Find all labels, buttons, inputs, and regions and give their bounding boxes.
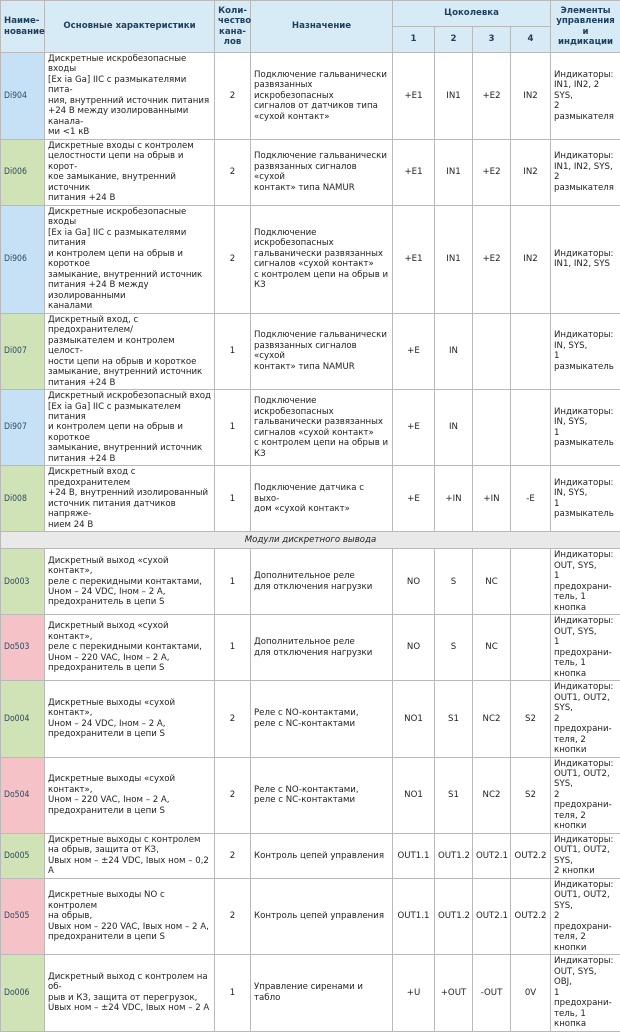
pin-3: NC2 <box>473 681 511 757</box>
module-controls: Индикаторы: OUT1, OUT2, SYS, 2 предохрани- теля, 2 кнопки <box>551 681 620 757</box>
module-channels: 2 <box>215 53 251 140</box>
module-purpose: Дополнительное реле для отключения нагрузки <box>251 615 393 681</box>
module-channels: 2 <box>215 878 251 954</box>
module-features: Дискретный вход, с предохранителем/ размыкателем и контролем целост- ности цепи на обрыв и короткое замыкание, внутренний источник питания +24 В <box>45 313 215 389</box>
pin-2: IN <box>435 390 473 466</box>
module-channels: 1 <box>215 615 251 681</box>
pin-3: NC <box>473 549 511 615</box>
pin-4 <box>511 615 551 681</box>
module-purpose: Подключение гальванически развязанных искробезопасных сигналов от датчиков типа «сухой контакт» <box>251 53 393 140</box>
pin-3: OUT2.1 <box>473 878 511 954</box>
table-row <box>1 549 620 615</box>
pin-2: S1 <box>435 681 473 757</box>
module-purpose: Контроль цепей управления <box>251 833 393 878</box>
module-purpose: Управление сиренами и табло <box>251 955 393 1031</box>
table-row <box>1 53 620 140</box>
pin-1: +E <box>393 466 435 532</box>
module-controls: Индикаторы: OUT1, OUT2, SYS, 2 предохрани- теля, 2 кнопки <box>551 878 620 954</box>
module-purpose: Реле с NO-контактами, реле с NC-контактами <box>251 681 393 757</box>
pin-1: +E <box>393 390 435 466</box>
table-row <box>1 757 620 833</box>
module-code: Do505 <box>1 878 45 954</box>
pin-1: NO <box>393 549 435 615</box>
module-features: Дискретные искробезопасные входы [Ex ia Ga] IIC с размыкателями питания и контролем цепи на обрыв и короткое замыкание, внутренний источник питания +24 В между изолированными каналами <box>45 205 215 313</box>
pin-4: 0V <box>511 955 551 1031</box>
pin-2: S <box>435 549 473 615</box>
header-channels: Коли- чество кана- лов <box>215 1 251 53</box>
pin-1: NO1 <box>393 681 435 757</box>
header-pin-1: 1 <box>393 27 435 53</box>
module-controls: Индикаторы: OUT1, OUT2, SYS, 2 кнопки <box>551 833 620 878</box>
pin-1: +E1 <box>393 53 435 140</box>
module-code: Di904 <box>1 53 45 140</box>
header-pin-3: 3 <box>473 27 511 53</box>
section-title: Модули дискретного вывода <box>1 532 620 549</box>
module-features: Дискретный выход «сухой контакт», реле с перекидными контактами, Uном – 220 VAC, Iном – 2 A, предохранитель в цепи S <box>45 615 215 681</box>
module-controls: Индикаторы: OUT, SYS, 1 предохрани- тель, 1 кнопка <box>551 549 620 615</box>
module-features: Дискретные выходы «сухой контакт», Uном – 24 VDC, Iном – 2 A, предохранители в цепи S <box>45 681 215 757</box>
header-features: Основные характеристики <box>45 1 215 53</box>
module-code: Di007 <box>1 313 45 389</box>
module-code: Do004 <box>1 681 45 757</box>
module-channels: 1 <box>215 313 251 389</box>
module-channels: 1 <box>215 955 251 1031</box>
pin-4: OUT2.2 <box>511 878 551 954</box>
module-code: Do005 <box>1 833 45 878</box>
pin-3: +IN <box>473 466 511 532</box>
module-features: Дискретные входы с контролем целостности цепи на обрыв и корот- кое замыкание, внутренний источник питания +24 В <box>45 139 215 205</box>
header-pin-2: 2 <box>435 27 473 53</box>
module-code: Di906 <box>1 205 45 313</box>
module-purpose: Реле с NO-контактами, реле с NC-контактами <box>251 757 393 833</box>
pin-2: IN1 <box>435 139 473 205</box>
module-purpose: Дополнительное реле для отключения нагрузки <box>251 549 393 615</box>
table-row <box>1 833 620 878</box>
pin-4 <box>511 390 551 466</box>
pin-2: IN1 <box>435 205 473 313</box>
pin-1: OUT1.1 <box>393 833 435 878</box>
module-purpose: Подключение датчика с выхо- дом «сухой контакт» <box>251 466 393 532</box>
pin-4: OUT2.2 <box>511 833 551 878</box>
module-purpose: Подключение искробезопасных гальванически развязанных сигналов «сухой контакт» с контролем цепи на обрыв и КЗ <box>251 205 393 313</box>
pin-4 <box>511 549 551 615</box>
module-features: Дискретный вход с предохранителем +24 В, внутренний изолированный источник питания датчиков напряже- нием 24 В <box>45 466 215 532</box>
pin-3: OUT2.1 <box>473 833 511 878</box>
pin-2: S <box>435 615 473 681</box>
pin-3: NC <box>473 615 511 681</box>
pin-3: +E2 <box>473 53 511 140</box>
table-row <box>1 205 620 313</box>
module-features: Дискретные выходы «сухой контакт», Uном – 220 VAC, Iном – 2 A, предохранители в цепи S <box>45 757 215 833</box>
pin-4: -E <box>511 466 551 532</box>
module-channels: 2 <box>215 681 251 757</box>
module-features: Дискретные выходы с контролем на обрыв, защита от КЗ, Uвых ном – ±24 VDC, Iвых ном – 0,2 A <box>45 833 215 878</box>
module-controls: Индикаторы: OUT, SYS, OBJ, 1 предохрани- тель, 1 кнопка <box>551 955 620 1031</box>
module-purpose: Контроль цепей управления <box>251 878 393 954</box>
table-row <box>1 878 620 954</box>
pin-1: +E1 <box>393 205 435 313</box>
pin-3 <box>473 313 511 389</box>
pin-1: +U <box>393 955 435 1031</box>
module-features: Дискретные выходы NO с контролем на обрыв, Uвых ном – 220 VAC, Iвых ном – 2 A, предохранители в цепи S <box>45 878 215 954</box>
pin-1: +E <box>393 313 435 389</box>
table-row <box>1 955 620 1031</box>
module-channels: 2 <box>215 833 251 878</box>
pin-4: IN2 <box>511 53 551 140</box>
pin-2: IN1 <box>435 53 473 140</box>
module-controls: Индикаторы: IN1, IN2, 2 SYS, 2 размыкателя <box>551 53 620 140</box>
header-controls: Элементы управления и индикации <box>551 1 620 53</box>
pin-2: +IN <box>435 466 473 532</box>
module-channels: 1 <box>215 549 251 615</box>
module-channels: 2 <box>215 205 251 313</box>
section-row <box>1 532 620 549</box>
module-code: Di006 <box>1 139 45 205</box>
module-features: Дискретный выход с контролем на об- рыв и КЗ, защита от перегрузок, Uвых ном – ±24 VDC, Iвых ном – 2 A <box>45 955 215 1031</box>
module-code: Do504 <box>1 757 45 833</box>
input-modules-body <box>1 53 620 532</box>
pin-2: +OUT <box>435 955 473 1031</box>
module-controls: Индикаторы: IN, SYS, 1 размыкатель <box>551 466 620 532</box>
pin-3: +E2 <box>473 205 511 313</box>
module-code: Di907 <box>1 390 45 466</box>
pin-2: OUT1.2 <box>435 878 473 954</box>
pin-3 <box>473 390 511 466</box>
module-channels: 2 <box>215 757 251 833</box>
pin-4: IN2 <box>511 205 551 313</box>
header-pinout: Цоколевка <box>393 1 551 27</box>
module-features: Дискретные искробезопасные входы [Ex ia Ga] IIC с размыкателями пита- ния, внутренний источник питания +24 В между изолированными канала- ми <1 кВ <box>45 53 215 140</box>
header-pin-4: 4 <box>511 27 551 53</box>
header-name: Наиме- нование <box>1 1 45 53</box>
module-channels: 1 <box>215 390 251 466</box>
module-controls: Индикаторы: OUT, SYS, 1 предохрани- тель, 1 кнопка <box>551 615 620 681</box>
pin-2: OUT1.2 <box>435 833 473 878</box>
pin-3: NC2 <box>473 757 511 833</box>
pin-3: +E2 <box>473 139 511 205</box>
output-modules-body <box>1 549 620 1031</box>
module-controls: Индикаторы: IN, SYS, 1 размыкатель <box>551 390 620 466</box>
pin-3: -OUT <box>473 955 511 1031</box>
pin-1: NO <box>393 615 435 681</box>
module-code: Do006 <box>1 955 45 1031</box>
pin-1: +E1 <box>393 139 435 205</box>
pin-2: IN <box>435 313 473 389</box>
table-row <box>1 139 620 205</box>
module-channels: 1 <box>215 466 251 532</box>
pin-2: S1 <box>435 757 473 833</box>
table-row <box>1 390 620 466</box>
module-features: Дискретный выход «сухой контакт», реле с перекидными контактами, Uном – 24 VDC, Iном – 2 A, предохранитель в цепи S <box>45 549 215 615</box>
module-controls: Индикаторы: IN, SYS, 1 размыкатель <box>551 313 620 389</box>
module-features: Дискретный искробезопасный вход [Ex ia Ga] IIC с размыкателем питания и контролем цепи на обрыв и короткое замыкание, внутренний источник питания +24 В <box>45 390 215 466</box>
module-controls: Индикаторы: IN1, IN2, SYS <box>551 205 620 313</box>
pin-4: S2 <box>511 681 551 757</box>
module-code: Do503 <box>1 615 45 681</box>
pin-4: IN2 <box>511 139 551 205</box>
section-row-body <box>1 532 620 549</box>
module-purpose: Подключение искробезопасных гальванически развязанных сигналов «сухой контакт» с контролем цепи на обрыв и КЗ <box>251 390 393 466</box>
table-row <box>1 313 620 389</box>
module-channels: 2 <box>215 139 251 205</box>
module-purpose: Подключение гальванически развязанных сигналов «сухой контакт» типа NAMUR <box>251 313 393 389</box>
module-code: Do003 <box>1 549 45 615</box>
pin-4: S2 <box>511 757 551 833</box>
module-code: Di008 <box>1 466 45 532</box>
table-row <box>1 615 620 681</box>
pin-1: OUT1.1 <box>393 878 435 954</box>
table-row <box>1 466 620 532</box>
header-purpose: Назначение <box>251 1 393 53</box>
module-controls: Индикаторы: IN1, IN2, SYS, 2 размыкателя <box>551 139 620 205</box>
table-row <box>1 681 620 757</box>
pin-4 <box>511 313 551 389</box>
pin-1: NO1 <box>393 757 435 833</box>
module-purpose: Подключение гальванически развязанных сигналов «сухой контакт» типа NAMUR <box>251 139 393 205</box>
module-controls: Индикаторы: OUT1, OUT2, SYS, 2 предохрани- теля, 2 кнопки <box>551 757 620 833</box>
